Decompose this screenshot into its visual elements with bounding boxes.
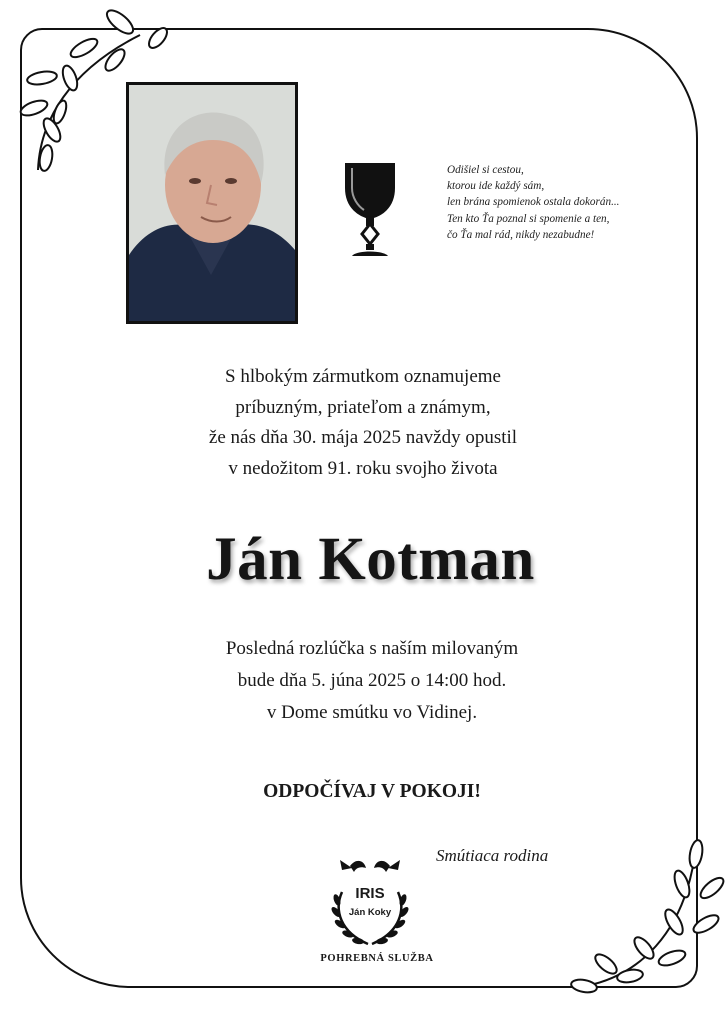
poem [447, 162, 707, 243]
announcement-line: S hlbokým zármutkom oznamujeme [225, 366, 501, 387]
poem-line: len brána spomienok ostala dokorán... [447, 196, 620, 209]
deceased-name: Ján Kotman [206, 526, 535, 593]
announcement-line: príbuzným, priateľom a známym, [235, 396, 491, 418]
laurel-wreath-icon [320, 852, 420, 952]
announcement-line: že nás dňa 30. mája 2025 navždy opustil [208, 427, 518, 448]
announcement-line: v nedožitom 91. roku svojho života [228, 457, 498, 479]
portrait-photo [126, 82, 298, 324]
leaf-branch-icon [566, 836, 726, 1006]
service-label: POHREBNÁ SLUŽBA [320, 953, 434, 964]
poem-line: Ten kto Ťa poznal si spomenie a ten, [447, 212, 610, 225]
logo-brand: IRIS [355, 885, 385, 902]
poem-line: čo Ťa mal rád, nikdy nezabudne! [447, 228, 595, 241]
farewell-line: Posledná rozlúčka s naším milovaným [225, 638, 519, 659]
signature: Smútiaca rodina [436, 846, 549, 865]
rest-in-peace-heading: ODPOČÍVAJ V POKOJI! [263, 781, 481, 802]
poem-line: Odišiel si cestou, [447, 164, 524, 176]
farewell-line: bude dňa 5. júna 2025 o 14:00 hod. [237, 670, 507, 691]
logo-owner: Ján Koky [348, 907, 392, 918]
portrait-image [129, 85, 295, 321]
announcement [0, 362, 726, 484]
farewell-line: v Dome smútku vo Vidinej. [266, 702, 478, 723]
poem-line: ktorou ide každý sám, [447, 180, 545, 193]
chalice-icon [340, 160, 400, 260]
farewell-details [0, 633, 726, 729]
funeral-service-logo [320, 852, 430, 952]
